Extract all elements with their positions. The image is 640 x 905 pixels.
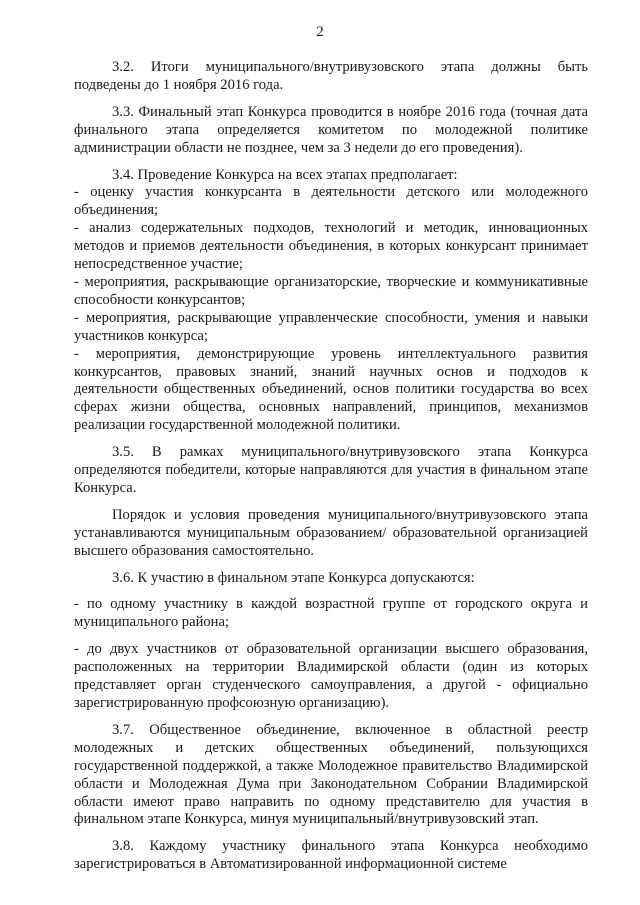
paragraph-3-3: 3.3. Финальный этап Конкурса проводится в ноябре 2016 года (точная дата финального этапа определяется комитетом по молодежной политике администрации области не позднее, чем за 3 недели до его проведения).: [74, 103, 588, 156]
paragraph-3-5-order: Порядок и условия проведения муниципального/внутривузовского этапа устанавливаются муниципальным образованием/ образовательной организацией высшего образования самостоятельно.: [74, 506, 588, 559]
list-item: - до двух участников от образовательной организации высшего образования, расположенных на территории Владимирской области (один из которых представляет орган студенческого самоуправления, а другой - официально зарегистрированную профсоюзную организацию).: [74, 641, 588, 711]
list-item: - анализ содержательных подходов, технологий и методик, инновационных методов и приемов деятельности объединения, в которых конкурсант принимает непосредственное участие;: [74, 220, 588, 273]
paragraph-3-2: 3.2. Итоги муниципального/внутривузовского этапа должны быть подведены до 1 ноября 2016 года.: [74, 59, 588, 93]
list-3-4: [74, 184, 588, 435]
list-item: - мероприятия, раскрывающие организаторские, творческие и коммуникативные способности конкурсантов;: [74, 273, 588, 308]
paragraph-3-7: 3.7. Общественное объединение, включенное в областной реестр молодежных и детских общественных объединений, пользующихся государственной поддержкой, а также Молодежное правительство Владимирской области и Молодежная Дума при Законодательном Собрании Владимирской области имеют право направить по одному представителю для участия в финальном этапе Конкурса, минуя муниципальный/внутривузовский этап.: [74, 721, 588, 828]
paragraph-3-5: 3.5. В рамках муниципального/внутривузовского этапа Конкурса определяются победители, которые направляются для участия в финальном этапе Конкурса.: [74, 444, 588, 496]
paragraph-3-6: 3.6. К участию в финальном этапе Конкурса допускаются:: [112, 569, 475, 586]
page-number: 2: [316, 24, 324, 40]
list-item: - мероприятия, раскрывающие управленческие способности, умения и навыки участников конкурса;: [74, 309, 588, 344]
paragraph-3-8: 3.8. Каждому участнику финального этапа Конкурса необходимо зарегистрироваться в Автоматизированной информационной системе: [74, 838, 588, 873]
list-item: - по одному участнику в каждой возрастной группе от городского округа и муниципального района;: [74, 596, 588, 631]
list-3-6: [74, 596, 588, 712]
list-item: - оценку участия конкурсанта в деятельности детского или молодежного объединения;: [74, 184, 588, 219]
document-body: [74, 59, 588, 883]
paragraph-3-4: 3.4. Проведение Конкурса на всех этапах предполагает:: [112, 166, 458, 183]
list-item: - мероприятия, демонстрирующие уровень интеллектуального развития конкурсантов, правовых знаний, знаний научных основ и подходов к деятельности общественных объединений, основ политики государства во всех сферах жизни общества, основных направлений, принципов, механизмов реализации государственной молодежной политики.: [74, 345, 588, 434]
